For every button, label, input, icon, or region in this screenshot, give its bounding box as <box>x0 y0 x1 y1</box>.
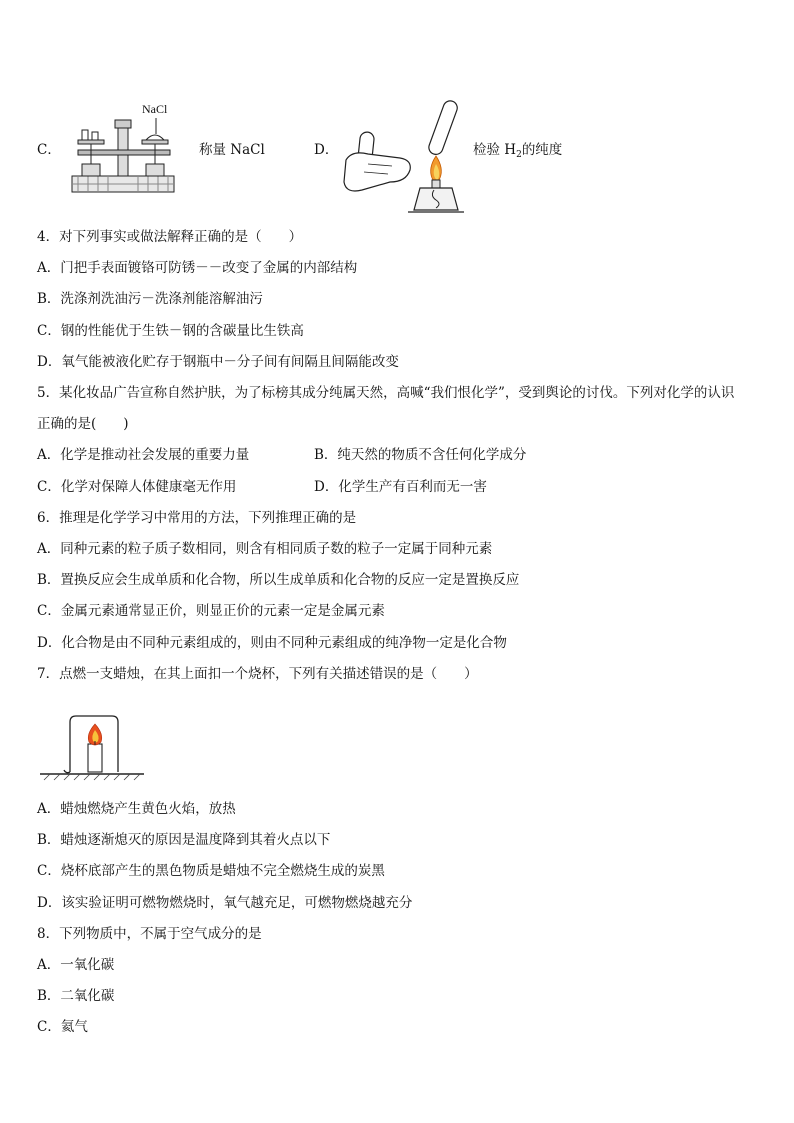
nacl-figure-label: NaCl <box>142 102 168 116</box>
question-4-option-a: A．门把手表面镀铬可防锈－－改变了金属的内部结构 <box>37 260 358 276</box>
question-5-option-d: D．化学生产有百利而无一害 <box>314 479 487 495</box>
question-7-option-a: A．蜡烛燃烧产生黄色火焰，放热 <box>37 801 236 817</box>
option-c-caption: 称量 NaCl <box>199 142 265 158</box>
question-5-option-c: C．化学对保障人体健康毫无作用 <box>37 479 237 495</box>
question-7-option-c: C．烧杯底部产生的黑色物质是蜡烛不完全燃烧生成的炭黑 <box>37 863 385 879</box>
question-4-option-d: D．氧气能被液化贮存于钢瓶中－分子间有间隔且间隔能改变 <box>37 354 399 370</box>
question-6-option-d: D．化合物是由不同种元素组成的，则由不同种元素组成的纯净物一定是化合物 <box>37 635 507 651</box>
question-5-stem-continued: 正确的是( ) <box>37 416 129 432</box>
question-5-stem: 5．某化妆品广告宣称自然护肤，为了标榜其成分纯属天然，高喊“我们恨化学”，受到舆论的讨伐。下列对化学的认识 <box>37 385 735 401</box>
balance-figure <box>68 104 180 196</box>
question-7-option-b: B．蜡烛逐渐熄灭的原因是温度降到其着火点以下 <box>37 832 331 848</box>
question-5-option-a: A．化学是推动社会发展的重要力量 <box>37 447 250 463</box>
option-d-caption-post: 的纯度 <box>521 142 563 158</box>
option-d-caption-sub: 2 <box>516 150 522 160</box>
question-6-option-c: C．金属元素通常显正价，则显正价的元素一定是金属元素 <box>37 603 385 619</box>
question-6-option-a: A．同种元素的粒子质子数相同，则含有相同质子数的粒子一定属于同种元素 <box>37 541 493 557</box>
balance-drawing <box>68 104 180 196</box>
option-d-caption <box>473 141 562 164</box>
hydrogen-test-drawing <box>340 98 464 216</box>
question-7-stem: 7．点燃一支蜡烛，在其上面扣一个烧杯，下列有关描述错误的是（ ） <box>37 666 478 682</box>
question-8-option-b: B．二氧化碳 <box>37 988 115 1004</box>
question-4-stem: 4．对下列事实或做法解释正确的是（ ） <box>37 229 303 245</box>
question-6-stem: 6．推理是化学学习中常用的方法，下列推理正确的是 <box>37 510 357 526</box>
question-8-stem: 8．下列物质中，不属于空气成分的是 <box>37 926 262 942</box>
option-c-label: C． <box>37 142 61 158</box>
question-6-option-b: B．置换反应会生成单质和化合物，所以生成单质和化合物的反应一定是置换反应 <box>37 572 520 588</box>
candle-beaker-figure <box>40 710 144 784</box>
candle-beaker-drawing <box>40 710 144 784</box>
question-8-option-c: C．氦气 <box>37 1019 88 1035</box>
question-5-option-b: B．纯天然的物质不含任何化学成分 <box>314 447 527 463</box>
question-4-option-b: B．洗涤剂洗油污－洗涤剂能溶解油污 <box>37 291 263 307</box>
hydrogen-test-figure <box>340 98 464 216</box>
option-d-label: D． <box>314 142 339 158</box>
question-7-option-d: D．该实验证明可燃物燃烧时，氧气越充足，可燃物燃烧越充分 <box>37 895 413 911</box>
option-d-caption-pre: 检验 H <box>473 142 517 158</box>
question-8-option-a: A．一氧化碳 <box>37 957 115 973</box>
question-4-option-c: C．钢的性能优于生铁－钢的含碳量比生铁高 <box>37 323 304 339</box>
